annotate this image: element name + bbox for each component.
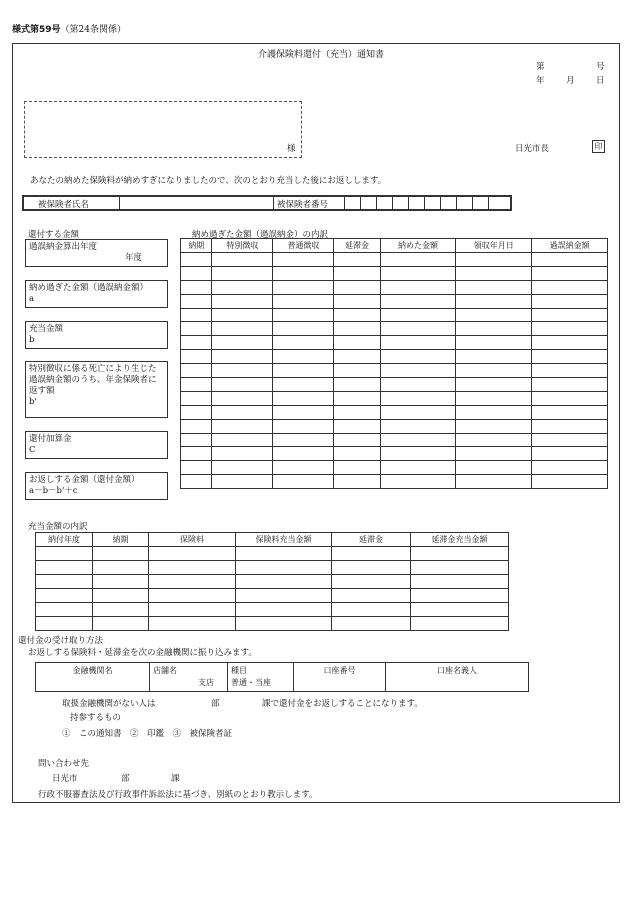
table-cell: [93, 547, 149, 561]
table-cell: [212, 447, 273, 461]
table-cell: [181, 294, 212, 308]
number-go: 号: [596, 62, 605, 72]
overpay-header: 領収年月日: [456, 239, 532, 253]
table-cell: [181, 322, 212, 336]
table-cell: [334, 447, 380, 461]
table-cell: [334, 350, 380, 364]
contact-title: 問い合わせ先: [38, 759, 90, 769]
table-cell: [532, 308, 608, 322]
table-row: [181, 475, 608, 489]
table-cell: [273, 266, 334, 280]
table-row: [181, 447, 608, 461]
allocation-header: 保険料: [149, 533, 236, 547]
table-cell: [236, 617, 332, 631]
table-row: [181, 253, 608, 267]
table-cell: [181, 266, 212, 280]
table-cell: [380, 280, 456, 294]
table-cell: [532, 364, 608, 378]
overpaid-amount-symbol: a: [29, 294, 35, 304]
table-cell: [212, 322, 273, 336]
table-cell: [332, 575, 411, 589]
table-cell: [456, 378, 532, 392]
table-cell: [532, 336, 608, 350]
table-cell: [236, 561, 332, 575]
pension-return-box: [25, 361, 168, 418]
refund-year-box: [25, 239, 168, 267]
table-cell: [36, 617, 93, 631]
table-cell: [181, 475, 212, 489]
table-cell: [273, 350, 334, 364]
table-cell: [334, 308, 380, 322]
table-cell: [212, 391, 273, 405]
table-cell: [181, 405, 212, 419]
table-row: [181, 294, 608, 308]
table-cell: [456, 294, 532, 308]
overpay-header: 納期: [181, 239, 212, 253]
table-cell: [212, 253, 273, 267]
table-cell: [380, 461, 456, 475]
table-cell: [273, 461, 334, 475]
table-cell: [332, 589, 411, 603]
table-cell: [334, 433, 380, 447]
table-cell: [532, 253, 608, 267]
refund-interest-label: 還付加算金: [29, 434, 72, 444]
refund-total-formula: a－b－b'＋c: [29, 486, 78, 496]
allocation-header: 保険料充当金額: [236, 533, 332, 547]
allocation-table: [35, 532, 509, 631]
allocation-header: 延滞金充当金額: [411, 533, 509, 547]
table-cell: [334, 391, 380, 405]
table-cell: [273, 447, 334, 461]
document-title: 介護保険料還付（充当）通知書: [258, 50, 385, 60]
overpay-title: 納め過ぎた金額（過誤納金）の内訳: [192, 230, 329, 240]
table-cell: [380, 266, 456, 280]
overpay-header: 過誤納金額: [532, 239, 608, 253]
table-cell: [212, 405, 273, 419]
table-cell: [380, 253, 456, 267]
table-cell: [532, 405, 608, 419]
insured-name-label: 被保険者氏名: [38, 200, 90, 210]
table-cell: [36, 575, 93, 589]
table-cell: [456, 350, 532, 364]
refund-section-title: 還付する金額: [28, 230, 80, 240]
allocation-amount-label: 充当金額: [29, 324, 64, 334]
account-type-options: 普通・当座: [231, 678, 271, 687]
table-cell: [273, 336, 334, 350]
table-cell: [181, 280, 212, 294]
table-cell: [456, 253, 532, 267]
branch-cell: [150, 663, 228, 692]
table-cell: [93, 561, 149, 575]
table-cell: [334, 336, 380, 350]
table-cell: [181, 391, 212, 405]
table-cell: [181, 350, 212, 364]
bring-title: 持参するもの: [70, 713, 122, 723]
bank-table: [35, 662, 529, 692]
receipt-title: 還付金の受け取り方法: [18, 636, 104, 646]
table-cell: [181, 308, 212, 322]
overpay-table: [180, 238, 608, 489]
table-cell: [212, 364, 273, 378]
table-cell: [411, 575, 509, 589]
table-cell: [411, 603, 509, 617]
table-cell: [334, 475, 380, 489]
table-cell: [93, 603, 149, 617]
table-cell: [149, 547, 236, 561]
table-cell: [273, 433, 334, 447]
table-cell: [212, 308, 273, 322]
table-cell: [411, 617, 509, 631]
table-cell: [273, 308, 334, 322]
table-row: [181, 364, 608, 378]
account-holder-label: 口座名義人: [437, 666, 477, 675]
allocation-title: 充当金額の内訳: [28, 522, 88, 532]
table-cell: [411, 561, 509, 575]
table-cell: [456, 447, 532, 461]
table-row: [181, 405, 608, 419]
overpay-header: 普通徴収: [273, 239, 334, 253]
form-label: 様式第59号（第24条関係）: [12, 25, 126, 35]
table-cell: [181, 336, 212, 350]
branch-label: 店舗名: [153, 666, 177, 675]
table-cell: [181, 461, 212, 475]
table-cell: [532, 447, 608, 461]
receipt-line: お返しする保険料・延滞金を次の金融機関に振り込みます。: [28, 648, 257, 658]
table-cell: [532, 419, 608, 433]
table-row: [36, 603, 509, 617]
table-cell: [236, 603, 332, 617]
table-row: [181, 378, 608, 392]
table-cell: [380, 308, 456, 322]
recipient-address-box: [24, 101, 302, 158]
table-row: [36, 589, 509, 603]
table-row: [181, 391, 608, 405]
table-row: [36, 561, 509, 575]
allocation-header: 延滞金: [332, 533, 411, 547]
table-row: [36, 547, 509, 561]
table-cell: [273, 294, 334, 308]
table-cell: [532, 322, 608, 336]
table-cell: [380, 419, 456, 433]
table-cell: [456, 322, 532, 336]
table-cell: [380, 391, 456, 405]
no-bank-dept: 部: [211, 699, 220, 709]
divider: [119, 196, 120, 210]
table-cell: [334, 405, 380, 419]
table-cell: [212, 350, 273, 364]
table-cell: [456, 433, 532, 447]
allocation-header: 納付年度: [36, 533, 93, 547]
table-cell: [532, 475, 608, 489]
table-cell: [334, 364, 380, 378]
table-cell: [181, 433, 212, 447]
date-month: 月: [566, 76, 575, 86]
table-cell: [456, 461, 532, 475]
date-year: 年: [536, 76, 545, 86]
table-cell: [236, 589, 332, 603]
table-cell: [36, 561, 93, 575]
bank-name-cell: [36, 663, 150, 692]
table-cell: [181, 364, 212, 378]
table-cell: [334, 461, 380, 475]
table-row: [181, 461, 608, 475]
table-cell: [380, 336, 456, 350]
table-cell: [273, 475, 334, 489]
refund-interest-symbol: C: [29, 445, 36, 455]
table-cell: [456, 405, 532, 419]
table-cell: [212, 336, 273, 350]
number-cell-grid: [344, 196, 510, 210]
table-cell: [380, 364, 456, 378]
table-cell: [380, 322, 456, 336]
pension-return-label: 特別徴収に係る死亡により生じた過誤納金額のうち、年金保険者に返す額: [29, 364, 157, 396]
table-cell: [273, 364, 334, 378]
contact-city: 日光市: [52, 774, 78, 784]
table-cell: [273, 378, 334, 392]
table-cell: [36, 589, 93, 603]
table-cell: [380, 475, 456, 489]
account-number-label: 口座番号: [323, 666, 356, 675]
date-day: 日: [596, 76, 605, 86]
table-cell: [181, 419, 212, 433]
table-cell: [380, 433, 456, 447]
refund-year-label: 過誤納金算出年度: [29, 242, 98, 252]
seal-mark: 印: [592, 140, 605, 153]
table-cell: [380, 294, 456, 308]
table-cell: [334, 419, 380, 433]
intro-text: あなたの納めた保険料が納めすぎになりましたので、次のとおり充当した後にお返しします。: [30, 176, 387, 186]
table-cell: [212, 475, 273, 489]
table-cell: [181, 447, 212, 461]
table-cell: [456, 280, 532, 294]
table-cell: [332, 603, 411, 617]
table-cell: [212, 461, 273, 475]
table-cell: [334, 266, 380, 280]
table-cell: [334, 322, 380, 336]
table-cell: [456, 391, 532, 405]
branch-suffix: 支店: [198, 678, 214, 687]
contact-dept: 部: [121, 774, 130, 784]
overpay-header: 納めた金額: [380, 239, 456, 253]
table-row: [181, 308, 608, 322]
table-cell: [273, 405, 334, 419]
table-cell: [456, 475, 532, 489]
overpay-header: 特別徴収: [212, 239, 273, 253]
table-cell: [212, 378, 273, 392]
table-cell: [93, 575, 149, 589]
table-cell: [456, 419, 532, 433]
table-cell: [532, 378, 608, 392]
allocation-amount-symbol: b: [29, 335, 35, 345]
table-row: [181, 350, 608, 364]
account-type-label: 種目: [231, 666, 247, 675]
table-cell: [532, 461, 608, 475]
no-bank-suffix: 課で還付金をお返しすることになります。: [262, 699, 423, 709]
table-cell: [273, 391, 334, 405]
table-cell: [212, 266, 273, 280]
bring-items: ① この通知書 ② 印鑑 ③ 被保険者証: [62, 729, 233, 739]
table-cell: [332, 617, 411, 631]
refund-total-label: お返しする金額（還付金額）: [29, 475, 140, 485]
table-cell: [334, 253, 380, 267]
table-cell: [411, 589, 509, 603]
table-cell: [212, 433, 273, 447]
refund-year-unit: 年度: [124, 253, 142, 263]
table-cell: [273, 322, 334, 336]
table-cell: [332, 547, 411, 561]
table-cell: [236, 547, 332, 561]
table-cell: [532, 266, 608, 280]
table-cell: [456, 266, 532, 280]
table-cell: [380, 447, 456, 461]
table-cell: [334, 378, 380, 392]
table-row: [181, 433, 608, 447]
table-cell: [334, 280, 380, 294]
table-row: [36, 575, 509, 589]
table-cell: [380, 405, 456, 419]
table-cell: [149, 575, 236, 589]
table-cell: [93, 617, 149, 631]
table-row: [181, 336, 608, 350]
divider: [273, 196, 274, 210]
table-row: [36, 617, 509, 631]
table-cell: [411, 547, 509, 561]
table-cell: [456, 336, 532, 350]
table-cell: [181, 253, 212, 267]
pension-return-symbol: b': [29, 397, 37, 407]
refund-interest-box: [25, 431, 168, 459]
table-cell: [149, 589, 236, 603]
table-cell: [36, 547, 93, 561]
table-cell: [532, 391, 608, 405]
table-row: [181, 280, 608, 294]
allocation-amount-box: [25, 321, 168, 349]
table-cell: [456, 308, 532, 322]
table-cell: [380, 350, 456, 364]
table-cell: [149, 603, 236, 617]
table-cell: [236, 575, 332, 589]
footer-note: 行政不服審査法及び行政事件訴訟法に基づき、別紙のとおり教示します。: [38, 790, 318, 800]
table-cell: [212, 294, 273, 308]
account-holder-cell: [386, 663, 529, 692]
table-cell: [181, 378, 212, 392]
insured-number-label: 被保険者番号: [277, 200, 329, 210]
table-cell: [149, 617, 236, 631]
overpay-header: 延滞金: [334, 239, 380, 253]
table-cell: [273, 280, 334, 294]
table-cell: [334, 294, 380, 308]
table-cell: [532, 280, 608, 294]
table-cell: [273, 419, 334, 433]
overpaid-amount-box: [25, 280, 168, 308]
number-dai: 第: [536, 62, 545, 72]
account-number-cell: [294, 663, 386, 692]
table-cell: [532, 350, 608, 364]
table-row: [181, 322, 608, 336]
table-cell: [273, 253, 334, 267]
allocation-header: 納期: [93, 533, 149, 547]
account-type-cell: [228, 663, 294, 692]
table-row: [181, 419, 608, 433]
table-cell: [149, 561, 236, 575]
table-row: [181, 266, 608, 280]
recipient-suffix: 様: [287, 144, 296, 154]
no-bank-prefix: 取扱金融機関がない人は: [62, 699, 156, 709]
table-cell: [532, 433, 608, 447]
table-cell: [380, 378, 456, 392]
table-cell: [212, 280, 273, 294]
table-cell: [332, 561, 411, 575]
refund-total-box: [25, 472, 168, 500]
table-cell: [212, 419, 273, 433]
bank-name-label: 金融機関名: [72, 666, 113, 675]
insured-number-cells: [344, 196, 510, 210]
contact-section: 課: [171, 774, 180, 784]
issuer-name: 日光市長: [515, 144, 550, 154]
table-cell: [532, 294, 608, 308]
table-cell: [36, 603, 93, 617]
overpaid-amount-label: 納め過ぎた金額（過誤納金額）: [29, 283, 149, 293]
table-cell: [456, 364, 532, 378]
table-cell: [93, 589, 149, 603]
